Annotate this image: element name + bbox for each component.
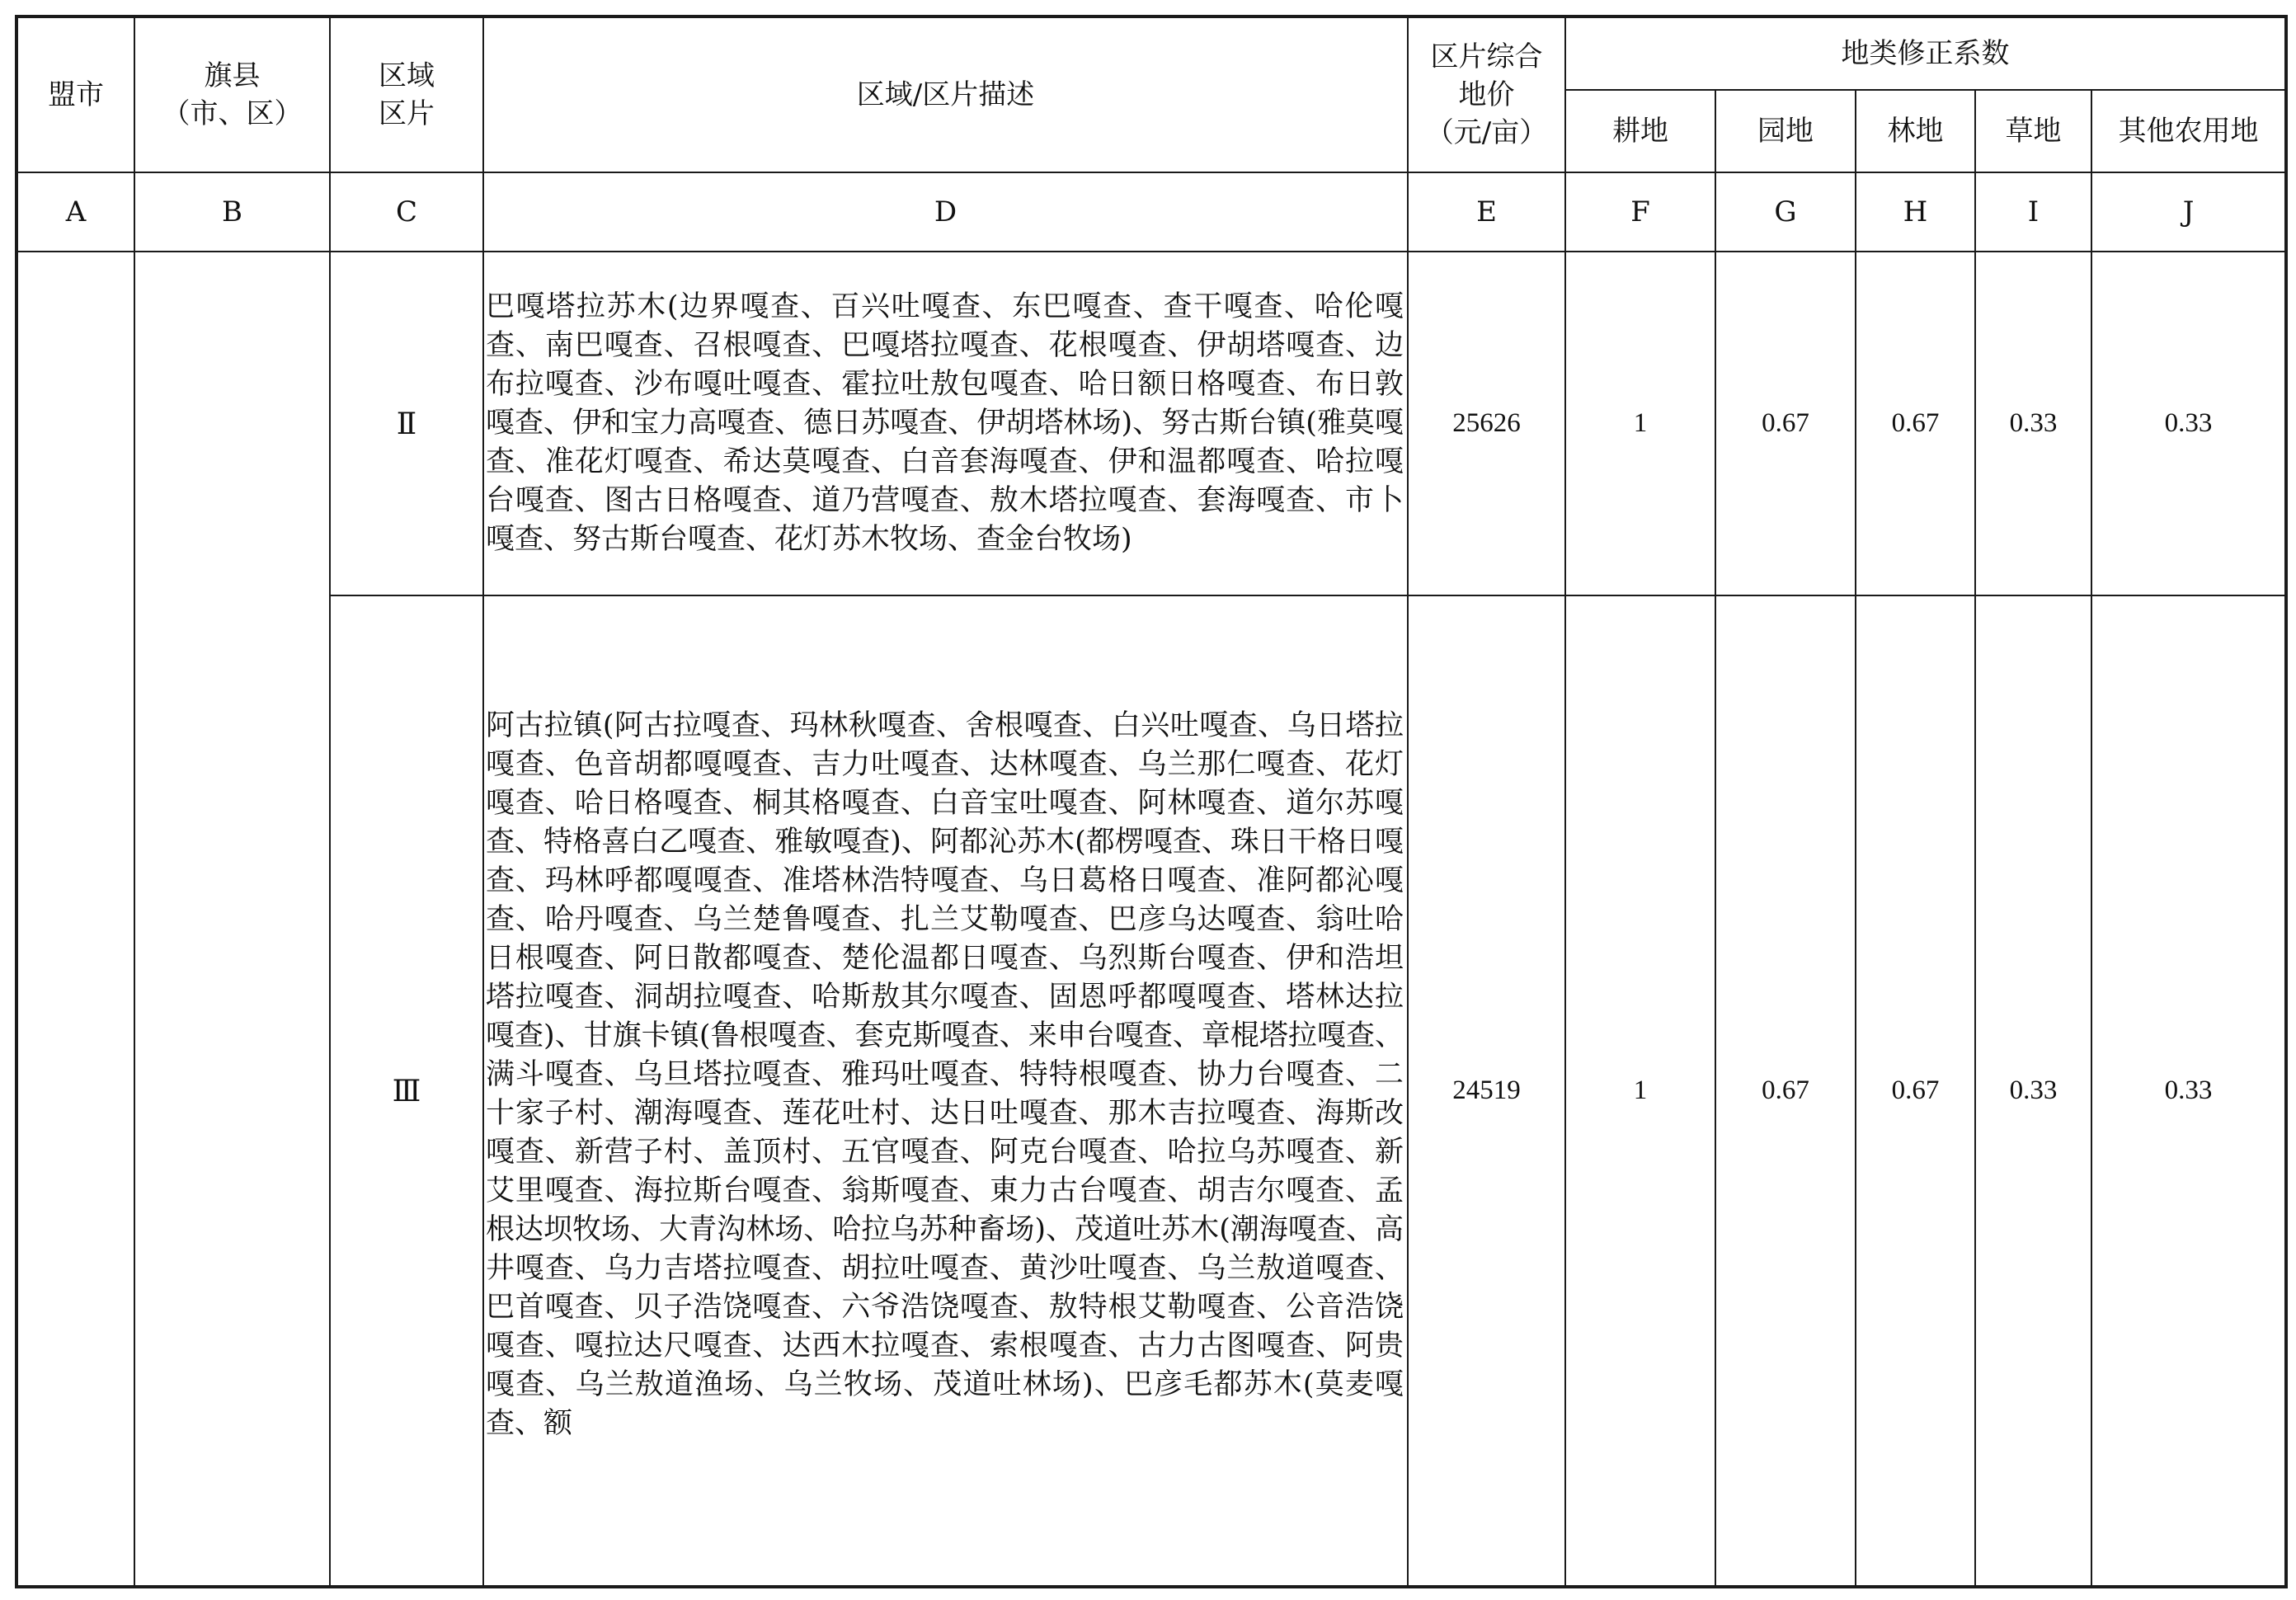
header-zone-line1: 区域 xyxy=(379,59,435,92)
column-letter-c: C xyxy=(330,172,483,252)
land-price-table xyxy=(15,15,2288,1588)
column-letter-b: B xyxy=(134,172,330,252)
table-row xyxy=(16,252,2286,595)
header-coef-other: 其他农用地 xyxy=(2091,90,2286,172)
column-letter-i: I xyxy=(1975,172,2091,252)
header-coef-cultivated: 耕地 xyxy=(1565,90,1715,172)
column-letter-a: A xyxy=(16,172,134,252)
header-price-line1: 区片综合 xyxy=(1430,40,1543,73)
price-cell: 25626 xyxy=(1408,252,1565,595)
header-coef-garden: 园地 xyxy=(1715,90,1856,172)
coef-cultivated-cell: 1 xyxy=(1565,252,1715,595)
coef-garden-cell: 0.67 xyxy=(1715,252,1856,595)
header-zone-line2: 区片 xyxy=(379,97,435,130)
coef-cultivated-cell: 1 xyxy=(1565,595,1715,1587)
header-banner-county xyxy=(134,16,330,172)
header-price-line3: （元/亩） xyxy=(1425,116,1548,149)
table-row xyxy=(16,595,2286,1587)
coef-garden-cell: 0.67 xyxy=(1715,595,1856,1587)
column-letter-d: D xyxy=(483,172,1408,252)
coef-forest-cell: 0.67 xyxy=(1856,595,1975,1587)
header-league-city: 盟市 xyxy=(16,16,134,172)
league-city-cell xyxy=(16,252,134,1587)
zone-cell: Ⅲ xyxy=(330,595,483,1587)
column-letter-g: G xyxy=(1715,172,1856,252)
column-letter-e: E xyxy=(1408,172,1565,252)
header-composite-price xyxy=(1408,16,1565,172)
header-zone-description: 区域/区片描述 xyxy=(483,16,1408,172)
zone-description-text: 阿古拉镇(阿古拉嘎查、玛林秋嘎查、舍根嘎查、白兴吐嘎查、乌日塔拉嘎查、色音胡都嘎嘎查、吉力吐嘎查、达林嘎查、乌兰那仁嘎查、花灯嘎查、哈日格嘎查、桐其格嘎查、白音宝吐嘎查、阿林嘎查、道尔苏嘎查、特格喜白乙嘎查、雅敏嘎查)、阿都沁苏木(都楞嘎查、珠日干格日嘎查、玛林呼都嘎嘎查、准塔林浩特嘎查、乌日葛格日嘎查、准阿都沁嘎查、哈丹嘎查、乌兰楚鲁嘎查、扎兰艾勒嘎查、巴彦乌达嘎查、翁吐哈日根嘎查、阿日散都嘎查、楚伦温都日嘎查、乌烈斯台嘎查、伊和浩坦塔拉嘎查、洞胡拉嘎查、哈斯敖其尔嘎查、固恩呼都嘎嘎查、塔林达拉嘎查)、甘旗卡镇(鲁根嘎查、套克斯嘎查、来申台嘎查、章棍塔拉嘎查、满斗嘎查、乌旦塔拉嘎查、雅玛吐嘎查、特特根嘎查、协力台嘎查、二十家子村、潮海嘎查、莲花吐村、达日吐嘎查、那木吉拉嘎查、海斯改嘎查、新营子村、盖顶村、五官嘎查、阿克台嘎查、哈拉乌苏嘎查、新艾里嘎查、海拉斯台嘎查、翁斯嘎查、東力古台嘎查、胡吉尔嘎查、孟根达坝牧场、大青沟林场、哈拉乌苏种畜场)、茂道吐苏木(潮海嘎查、高井嘎查、乌力吉塔拉嘎查、胡拉吐嘎查、黄沙吐嘎查、乌兰敖道嘎查、巴首嘎查、贝子浩饶嘎查、六爷浩饶嘎查、敖特根艾勒嘎查、公音浩饶嘎查、嘎拉达尺嘎查、达西木拉嘎查、索根嘎查、古力古图嘎查、阿贵嘎查、乌兰敖道渔场、乌兰牧场、茂道吐林场)、巴彦毛都苏木(莫麦嘎查、额 xyxy=(486,709,1404,1440)
banner-county-cell xyxy=(134,252,330,1587)
coef-forest-cell: 0.67 xyxy=(1856,252,1975,595)
price-cell: 24519 xyxy=(1408,595,1565,1587)
header-banner-county-line2: （市、区） xyxy=(162,97,303,130)
coef-other-cell: 0.33 xyxy=(2091,252,2286,595)
zone-description-cell xyxy=(483,595,1408,1587)
column-letter-f: F xyxy=(1565,172,1715,252)
header-price-line2: 地价 xyxy=(1458,78,1515,111)
header-coefficient-group: 地类修正系数 xyxy=(1565,16,2286,90)
header-zone xyxy=(330,16,483,172)
coef-grass-cell: 0.33 xyxy=(1975,595,2091,1587)
column-letter-j: J xyxy=(2091,172,2286,252)
header-coef-grass: 草地 xyxy=(1975,90,2091,172)
coef-grass-cell: 0.33 xyxy=(1975,252,2091,595)
header-coef-forest: 林地 xyxy=(1856,90,1975,172)
zone-description-cell: 巴嘎塔拉苏木(边界嘎查、百兴吐嘎查、东巴嘎查、查干嘎查、哈伦嘎查、南巴嘎查、召根嘎查、巴嘎塔拉嘎查、花根嘎查、伊胡塔嘎查、边布拉嘎查、沙布嘎吐嘎查、霍拉吐敖包嘎查、哈日额日格嘎查、布日敦嘎查、伊和宝力高嘎查、德日苏嘎查、伊胡塔林场)、努古斯台镇(雅莫嘎查、准花灯嘎查、希达莫嘎查、白音套海嘎查、伊和温都嘎查、哈拉嘎台嘎查、图古日格嘎查、道乃营嘎查、敖木塔拉嘎查、套海嘎查、市卜嘎查、努古斯台嘎查、花灯苏木牧场、查金台牧场) xyxy=(483,252,1408,595)
header-banner-county-line1: 旗县 xyxy=(204,59,261,92)
column-letter-h: H xyxy=(1856,172,1975,252)
zone-cell: Ⅱ xyxy=(330,252,483,595)
coef-other-cell: 0.33 xyxy=(2091,595,2286,1587)
